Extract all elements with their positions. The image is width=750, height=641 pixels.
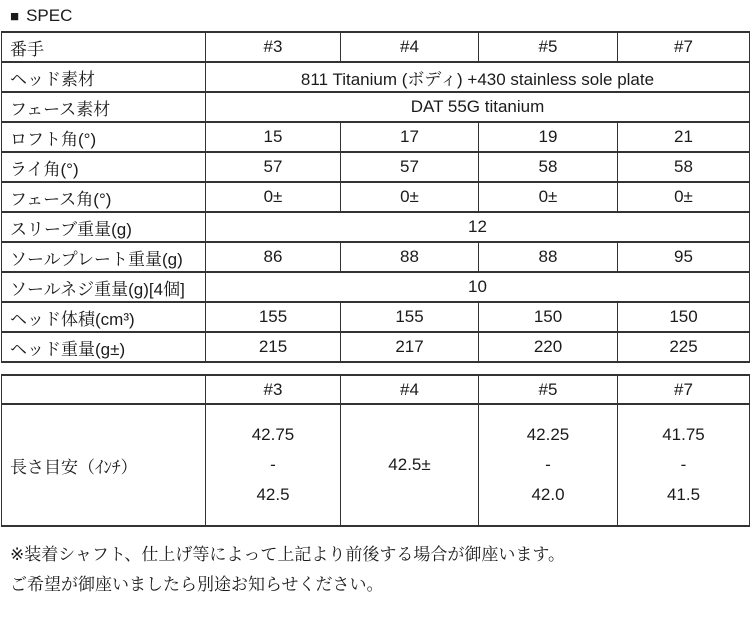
length-value-line: 42.5±	[388, 455, 431, 474]
cell-value: 155	[341, 302, 479, 332]
length-col-header: #7	[618, 375, 750, 404]
length-cell-7	[618, 404, 750, 526]
length-value-line: 42.75	[251, 425, 295, 444]
spec-row-sole-plate-weight	[2, 242, 750, 272]
cell-value: 19	[479, 122, 618, 152]
cell-value-span: 12	[206, 212, 750, 242]
cell-value: 58	[618, 152, 750, 182]
row-label: 番手	[2, 32, 206, 62]
spec-bullet-icon: ■	[10, 7, 20, 25]
empty-corner-cell	[2, 375, 206, 404]
length-value-line: 42.0	[531, 485, 565, 504]
length-col-header: #5	[479, 375, 618, 404]
length-value-line: -	[270, 455, 276, 474]
row-label: フェース素材	[2, 92, 206, 122]
cell-value: 0±	[479, 182, 618, 212]
note-line-1: ※装着シャフト、仕上げ等によって上記より前後する場合が御座います。	[10, 545, 566, 564]
cell-value: 215	[206, 332, 341, 362]
cell-value: 17	[341, 122, 479, 152]
length-col-header: #4	[341, 375, 479, 404]
footnotes	[1, 540, 749, 600]
length-value-line: -	[680, 455, 687, 474]
spec-row-lie-angle	[2, 152, 750, 182]
cell-value: 95	[618, 242, 750, 272]
length-col-header: #3	[206, 375, 341, 404]
spec-row-head-material	[2, 62, 750, 92]
cell-value-span: 10	[206, 272, 750, 302]
spec-heading	[1, 6, 749, 31]
cell-value: 220	[479, 332, 618, 362]
cell-value: 0±	[206, 182, 341, 212]
cell-value: 21	[618, 122, 750, 152]
cell-value: 217	[341, 332, 479, 362]
row-label: ヘッド体積(cm³)	[2, 302, 206, 332]
cell-value: #5	[479, 32, 618, 62]
cell-value-span: 811 Titanium (ボディ) +430 stainless sole plate	[206, 62, 750, 92]
spec-row-club-number	[2, 32, 750, 62]
spec-row-loft-angle	[2, 122, 750, 152]
row-label: ライ角(°)	[2, 152, 206, 182]
length-header-row	[2, 375, 750, 404]
row-label: ロフト角(°)	[2, 122, 206, 152]
length-value-line: 41.5	[666, 485, 701, 504]
cell-value: 88	[341, 242, 479, 272]
cell-value-span: DAT 55G titanium	[206, 92, 750, 122]
cell-value: 155	[206, 302, 341, 332]
cell-value: 86	[206, 242, 341, 272]
cell-value: 15	[206, 122, 341, 152]
cell-value: 57	[206, 152, 341, 182]
row-label: ソールプレート重量(g)	[2, 242, 206, 272]
cell-value: 0±	[618, 182, 750, 212]
note-line-2: ご希望が御座いましたら別途お知らせください。	[10, 575, 384, 594]
row-label: 長さ目安（ｲﾝﾁ）	[2, 404, 206, 526]
length-row	[2, 404, 750, 526]
spec-row-face-angle	[2, 182, 750, 212]
spec-row-sleeve-weight	[2, 212, 750, 242]
cell-value: 150	[618, 302, 750, 332]
spec-row-head-weight	[2, 332, 750, 362]
spec-row-sole-screw-weight	[2, 272, 750, 302]
length-cell-4	[341, 404, 479, 526]
cell-value: 150	[479, 302, 618, 332]
cell-value: 58	[479, 152, 618, 182]
cell-value: 0±	[341, 182, 479, 212]
length-value-line: 42.25	[526, 425, 570, 444]
cell-value: 225	[618, 332, 750, 362]
length-value-line: 42.5	[256, 485, 290, 504]
row-label: ヘッド重量(g±)	[2, 332, 206, 362]
spec-row-head-volume	[2, 302, 750, 332]
cell-value: #7	[618, 32, 750, 62]
row-label: ヘッド素材	[2, 62, 206, 92]
length-value-line: -	[545, 455, 551, 474]
length-table	[1, 374, 750, 527]
spec-row-face-material	[2, 92, 750, 122]
row-label: ソールネジ重量(g)[4個]	[2, 272, 206, 302]
spec-table	[1, 31, 750, 363]
cell-value: 88	[479, 242, 618, 272]
length-value-line: 41.75	[662, 425, 705, 444]
spec-heading-label: SPEC	[26, 6, 73, 25]
cell-value: #3	[206, 32, 341, 62]
cell-value: #4	[341, 32, 479, 62]
length-cell-5	[479, 404, 618, 526]
row-label: スリーブ重量(g)	[2, 212, 206, 242]
length-cell-3	[206, 404, 341, 526]
cell-value: 57	[341, 152, 479, 182]
row-label: フェース角(°)	[2, 182, 206, 212]
